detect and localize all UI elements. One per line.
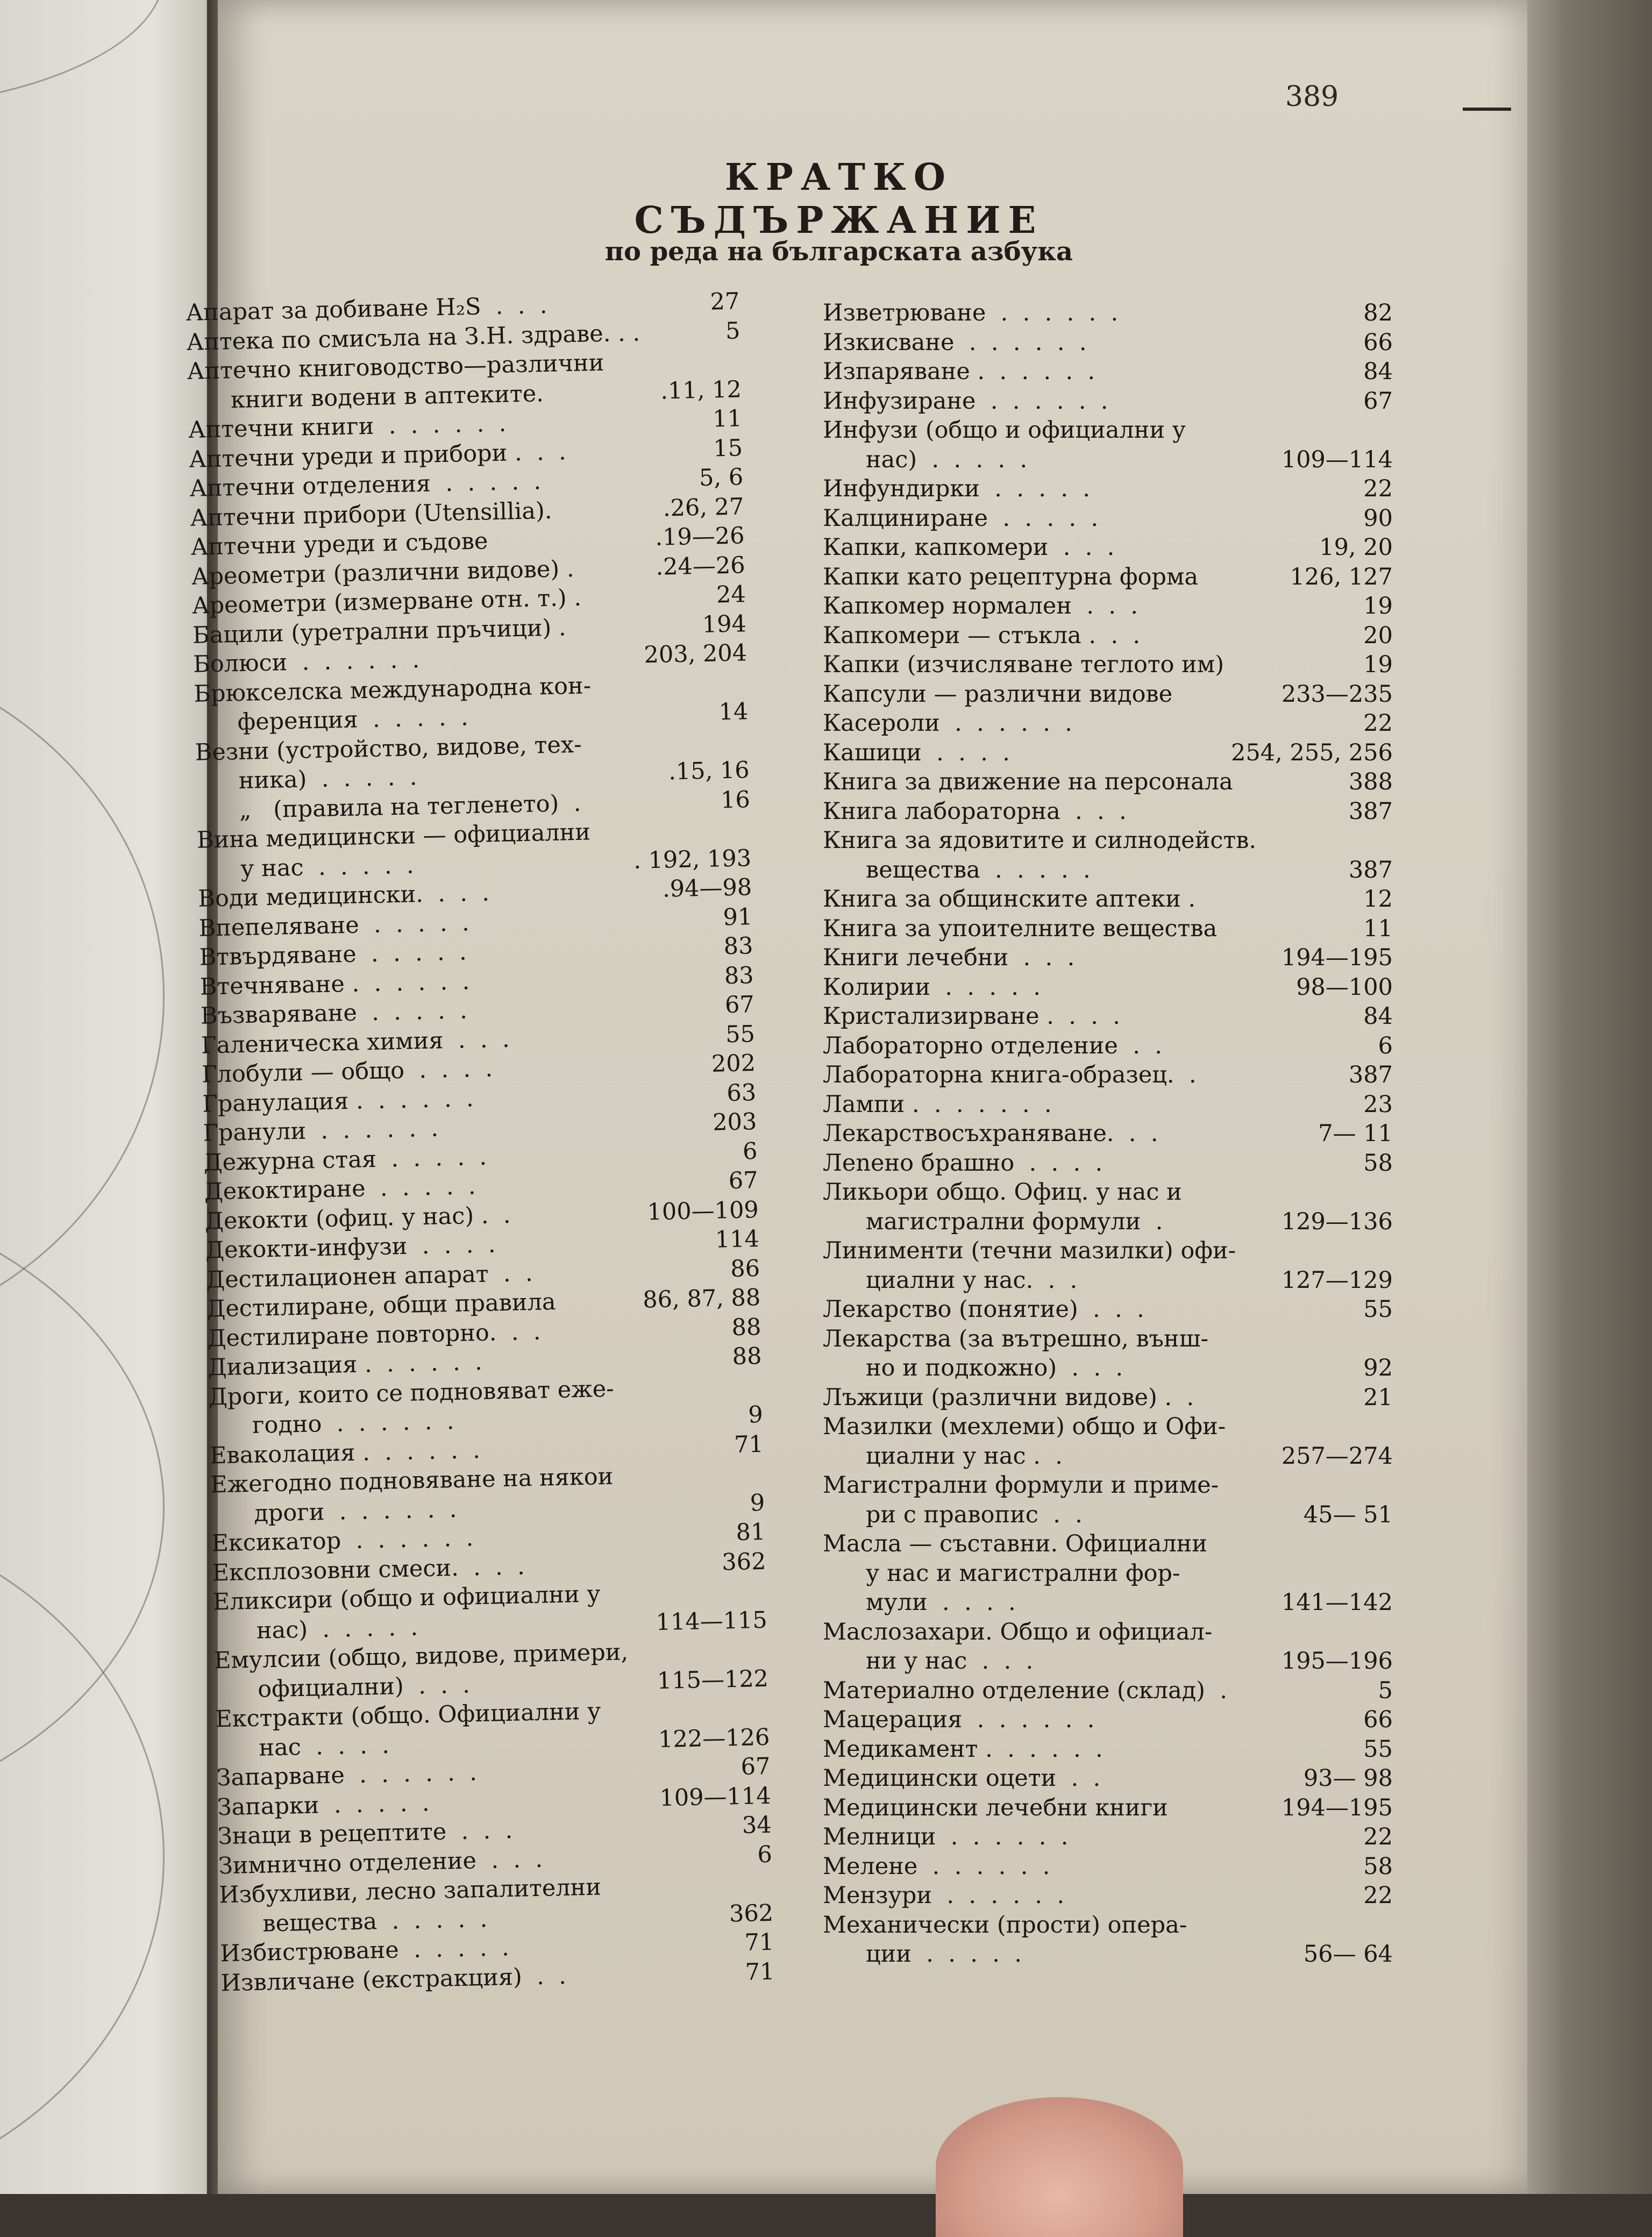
index-entry	[823, 592, 1393, 621]
index-entry-pages: 71	[738, 1957, 775, 1987]
index-entry-text: Капки, капкомери . . .	[823, 533, 1114, 562]
index-entry-pages: 5, 6	[693, 462, 744, 493]
index-entry-text: Линименти (течни мазилки) офи-	[823, 1236, 1236, 1266]
index-entry-pages: 6	[751, 1840, 772, 1869]
index-entry-pages: 203	[706, 1107, 757, 1137]
index-entry-text: Галеническа химия . . .	[201, 1024, 510, 1060]
index-entry-pages: 67	[722, 1166, 758, 1196]
index-entry-text: Еваколация . . . . . .	[210, 1436, 481, 1471]
index-entry	[823, 914, 1393, 944]
index-entry-pages: 98—100	[1290, 973, 1393, 1002]
index-entry-pages: 66	[1357, 1705, 1393, 1735]
index-entry	[823, 416, 1393, 445]
index-entry-text: Колирии . . . . .	[823, 973, 1041, 1002]
index-entry	[823, 885, 1393, 914]
index-entry-text: Експлозовни смеси. . . .	[212, 1552, 525, 1588]
index-entry-pages: 86	[724, 1254, 760, 1284]
index-entry-pages: 257—274	[1275, 1442, 1393, 1471]
index-entry	[823, 1471, 1393, 1500]
index-entry-pages: 115—122	[650, 1664, 768, 1695]
index-entry-text: Лenено брашно . . . .	[823, 1149, 1102, 1178]
index-entry-text: Капкомер нормален . . .	[823, 592, 1138, 621]
index-entry-text: книги водени в аптеките.	[230, 379, 544, 415]
index-entry-pages: 109—114	[1275, 445, 1393, 475]
index-entry-text: ни у нас . . .	[866, 1647, 1033, 1676]
index-entry	[823, 1822, 1393, 1852]
index-entry-pages: 86, 87, 88	[636, 1283, 761, 1315]
index-entry-text: Материално отделение (склад) .	[823, 1676, 1227, 1706]
index-entry-pages: 93— 98	[1297, 1764, 1393, 1793]
index-entry-text: Гранули . . . . . .	[203, 1114, 439, 1149]
index-entry-text: Книга за ядовитите и силнодейств.	[823, 826, 1256, 856]
index-entry	[823, 1442, 1393, 1471]
index-entry-text: Болюси . . . . . .	[193, 645, 420, 679]
index-entry-pages: 88	[725, 1342, 762, 1372]
index-entry-pages: 23	[1357, 1090, 1393, 1120]
index-entry	[823, 767, 1393, 797]
index-entry-text: у нас и магистрални фор-	[866, 1559, 1180, 1588]
index-entry-text: дроги . . . . . .	[254, 1494, 457, 1528]
index-entry-text: Кашици . . . .	[823, 738, 1010, 768]
index-entry-text: Декокти-инфузи . . . .	[205, 1230, 496, 1265]
index-entry-text: Декоктиране . . . . .	[204, 1172, 476, 1207]
index-entry-pages: 194	[695, 609, 746, 639]
left-page	[0, 0, 215, 2194]
index-entry	[823, 1881, 1393, 1911]
index-entry	[823, 1031, 1393, 1061]
index-entry-text: циални у нас. . .	[866, 1266, 1077, 1295]
index-entry	[823, 680, 1393, 709]
index-entry-text: Капки (изчисляване теглото им)	[823, 650, 1224, 680]
index-entry-pages: .11, 12	[654, 375, 742, 406]
index-entry	[823, 504, 1393, 533]
index-entry	[823, 1002, 1393, 1031]
index-entry	[823, 797, 1393, 827]
index-entry-pages: 141—142	[1275, 1588, 1393, 1618]
index-entry-text: Касероли . . . . . .	[823, 709, 1072, 738]
index-entry-text: Избухливи, лесно запалителни	[219, 1872, 602, 1910]
index-entry-pages: 14	[712, 697, 749, 727]
index-entry-text: но и подкожно) . . .	[866, 1353, 1123, 1383]
index-entry-pages: 55	[719, 1020, 756, 1050]
index-entry-pages: 109—114	[653, 1781, 771, 1813]
index-entry-pages: 16	[714, 785, 750, 815]
index-entry-pages: 90	[1357, 504, 1393, 533]
index-entry-text: Запарване . . . . . .	[216, 1758, 477, 1793]
index-entry-pages: .24—26	[649, 551, 745, 582]
index-entry-pages: . 192, 193	[627, 844, 752, 875]
index-entry-text: Дестилиране повторно. . .	[207, 1317, 541, 1353]
index-entry-pages: 81	[729, 1518, 766, 1548]
index-entry-text: Аптечни прибори (Utensillia).	[190, 496, 552, 533]
index-entry-pages: .15, 16	[662, 756, 750, 787]
index-entry-text: циални у нас . .	[866, 1442, 1063, 1471]
index-entry-text: Декокти (офиц. у нас) . .	[204, 1200, 511, 1236]
index-column-left	[186, 287, 775, 1998]
index-entry-text: нас . . . .	[259, 1730, 389, 1763]
index-entry-text: Кристализирване . . . .	[823, 1002, 1120, 1031]
index-entry-text: Инфузи (общо и официални у	[823, 416, 1186, 445]
index-entry-text: Масла — съставни. Официални	[823, 1529, 1207, 1559]
index-entry-text: Ареометри (измерване отн. т.) .	[191, 583, 581, 621]
index-entry	[823, 1295, 1393, 1324]
index-entry-pages: 67	[1357, 387, 1393, 416]
index-entry-pages: 63	[720, 1078, 757, 1108]
index-entry-text: нас) . . . . .	[866, 445, 1027, 475]
index-entry	[823, 621, 1393, 651]
index-entry-pages: 387	[1342, 1060, 1393, 1090]
index-entry-text: Капкомери — стъкла . . .	[823, 621, 1140, 651]
index-entry-text: Книга лабораторна . . .	[823, 797, 1127, 827]
index-entry	[823, 1383, 1393, 1413]
index-entry-text: Капсули — различни видове	[823, 680, 1172, 709]
index-entry-pages: 12	[1357, 885, 1393, 914]
index-entry-text: Ареометри (различни видове) .	[191, 554, 574, 591]
index-entry-text: у нас . . . . .	[240, 851, 414, 884]
index-entry	[823, 1500, 1393, 1530]
index-entry-pages: 67	[718, 990, 754, 1020]
index-entry-text: Медицински лечебни книги	[823, 1793, 1168, 1823]
index-entry-pages: 88	[725, 1313, 761, 1343]
index-entry-pages: 194—195	[1275, 1793, 1393, 1823]
index-entry	[823, 445, 1393, 475]
index-entry-pages: 83	[717, 931, 753, 961]
index-entry-text: Еликсири (общо и официални у	[212, 1579, 601, 1617]
index-entry	[823, 533, 1393, 562]
index-entry-text: Дестилационен апарат . .	[206, 1258, 533, 1294]
index-entry-text: Везни (устройство, видове, тех-	[195, 730, 582, 767]
index-entry-pages: 21	[1357, 1383, 1393, 1413]
index-entry-text: Втвърдяване . . . . .	[199, 937, 467, 972]
index-entry	[823, 738, 1393, 768]
index-entry	[823, 1324, 1393, 1354]
index-entry	[823, 1793, 1393, 1823]
index-entry-pages: 5	[1372, 1676, 1393, 1706]
index-entry-text: Изкисване . . . . . .	[823, 328, 1087, 358]
index-entry-pages: 6	[736, 1137, 758, 1166]
index-entry-pages: 55	[1357, 1295, 1393, 1324]
index-entry-pages: .94—98	[656, 873, 752, 904]
index-entry-text: Апарат за добиване H₂S . . .	[186, 291, 547, 328]
index-entry-pages: 387	[1342, 856, 1393, 885]
index-entry-text: годно . . . . . .	[252, 1407, 454, 1440]
page-curl-line	[0, 645, 165, 1348]
index-entry-text: Глобули — общо . . . .	[202, 1054, 493, 1089]
index-entry-pages: 56— 64	[1297, 1940, 1393, 1969]
index-entry-text: Книги лечебни . . .	[823, 943, 1074, 973]
index-entry-pages: 22	[1357, 1881, 1393, 1911]
index-entry-text: Лекарства (за вътрешно, външ-	[823, 1324, 1208, 1354]
index-entry-pages: 387	[1342, 797, 1393, 827]
index-entry-pages: 58	[1357, 1852, 1393, 1882]
index-entry-text: ференция . . . . .	[237, 703, 468, 737]
index-entry-text: Вина медицински — официални	[197, 817, 591, 855]
index-entry	[823, 1149, 1393, 1178]
index-entry-text: Ексикатор . . . . . .	[211, 1523, 474, 1558]
index-entry-text: Дроги, които се подновяват еже-	[208, 1374, 614, 1412]
index-entry-text: ника) . . . . .	[238, 763, 417, 795]
index-entry-text: Диализация . . . . . .	[208, 1348, 482, 1383]
index-entry-pages: 22	[1357, 709, 1393, 738]
index-entry-pages: 91	[716, 902, 753, 932]
index-entry	[823, 474, 1393, 504]
index-entry-pages: 7— 11	[1312, 1119, 1393, 1149]
index-entry-text: Води медицински. . . .	[198, 878, 490, 914]
index-entry-pages: .19—26	[649, 521, 745, 552]
index-entry	[823, 1559, 1393, 1588]
index-entry-pages: 71	[728, 1429, 764, 1459]
index-entry-pages: 19	[1357, 650, 1393, 680]
index-entry-text: ции . . . . .	[866, 1940, 1022, 1969]
index-entry-pages: 5	[719, 316, 740, 346]
index-entry-pages: 55	[1357, 1735, 1393, 1764]
thumb	[936, 2097, 1183, 2237]
index-entry-text: магистрални формули .	[866, 1207, 1163, 1237]
index-entry-pages: 84	[1357, 357, 1393, 387]
page-edge	[1527, 0, 1652, 2194]
index-entry-pages: 67	[734, 1752, 771, 1782]
index-entry-text: ри с правопис . .	[866, 1500, 1083, 1530]
index-entry-pages: 83	[717, 961, 754, 991]
index-entry	[823, 1412, 1393, 1442]
index-entry-pages: 122—126	[652, 1722, 770, 1754]
index-entry-text: Книга за общинските аптеки .	[823, 885, 1195, 914]
index-entry-text: Мацерация . . . . . .	[823, 1705, 1094, 1735]
page-curl-line	[0, 0, 165, 111]
index-entry-pages: .26, 27	[656, 492, 744, 523]
index-entry-text: Знаци в рецептите . . .	[217, 1816, 512, 1851]
index-entry-text: Лекарство (понятие) . . .	[823, 1295, 1144, 1324]
index-entry	[823, 1676, 1393, 1706]
index-entry-text: Изветрюване . . . . . .	[823, 298, 1118, 328]
index-entry-text: Впепеляване . . . . .	[198, 908, 469, 943]
page-subtitle: по реда на българската азбука	[516, 237, 1162, 267]
index-entry-text: Лабораторна книга-образец. .	[823, 1060, 1197, 1090]
index-entry	[823, 1178, 1393, 1207]
index-entry-text: Извличане (екстракция) . .	[220, 1961, 566, 1998]
index-entry-pages: 19, 20	[1313, 533, 1393, 562]
index-entry	[823, 1588, 1393, 1618]
index-entry-text: Брюкселска международна кон-	[194, 671, 592, 709]
index-entry-text: вещества . . . . .	[262, 1904, 488, 1938]
index-entry-text: Зимнично отделение . . .	[218, 1844, 543, 1880]
index-entry-text: Аптечни книги . . . . . .	[188, 409, 507, 445]
index-entry-text: Изпаряване . . . . . .	[823, 357, 1095, 387]
page-number: 389	[1285, 81, 1338, 113]
index-entry	[823, 856, 1393, 885]
index-entry-pages: 71	[738, 1928, 774, 1958]
index-entry-pages: 114	[708, 1224, 759, 1255]
index-entry	[823, 298, 1393, 328]
index-entry	[823, 1618, 1393, 1647]
index-entry	[823, 709, 1393, 738]
index-entry-pages: 34	[735, 1811, 772, 1841]
index-entry-text: Мелене . . . . . .	[823, 1852, 1050, 1882]
index-entry-text: Медикамент . . . . . .	[823, 1735, 1103, 1764]
index-entry-text: нас) . . . . .	[256, 1613, 418, 1645]
index-entry-text: Механически (прости) опера-	[823, 1911, 1187, 1940]
index-entry-pages: 114—115	[649, 1605, 767, 1637]
index-entry	[823, 1764, 1393, 1793]
index-entry-pages: 9	[743, 1488, 765, 1518]
index-entry-pages: 254, 255, 256	[1224, 738, 1393, 768]
page-mark	[1463, 108, 1511, 111]
index-entry	[823, 1735, 1393, 1764]
index-entry-pages: 127—129	[1275, 1266, 1393, 1295]
page-title: КРАТКО СЪДЪРЖАНИЕ	[516, 156, 1162, 242]
index-entry-pages: 11	[1357, 914, 1393, 944]
index-entry-text: Аптечни отделения . . . . .	[189, 467, 542, 503]
index-entry	[823, 1852, 1393, 1882]
index-entry-text: Бацили (уретрални пръчици) .	[193, 613, 567, 650]
index-entry-text: мули . . . .	[866, 1588, 1016, 1618]
index-entry	[823, 1940, 1393, 1969]
index-entry-pages: 11	[706, 404, 743, 434]
index-entry-text: Възваряване . . . . .	[200, 996, 467, 1031]
index-entry-text: Лъжици (различни видове) . .	[823, 1383, 1194, 1413]
index-entry-pages: 58	[1357, 1149, 1393, 1178]
index-entry	[823, 1236, 1393, 1266]
index-entry-text: Калциниране . . . . .	[823, 504, 1098, 533]
index-entry	[823, 1647, 1393, 1676]
index-entry-pages: 66	[1357, 328, 1393, 358]
index-entry-text: „ (правила на тегленето) .	[239, 788, 581, 825]
index-entry	[823, 826, 1393, 856]
index-entry-text: Аптечно книговодство—различни	[187, 348, 604, 387]
index-entry	[823, 1090, 1393, 1120]
index-entry-text: Дестилиране, общи правила	[206, 1287, 556, 1324]
index-entry-pages: 22	[1357, 1822, 1393, 1852]
index-entry-text: официални) . . .	[258, 1670, 471, 1704]
index-entry-pages: 24	[709, 580, 746, 610]
index-entry-pages: 100—109	[640, 1195, 759, 1227]
index-entry	[823, 1353, 1393, 1383]
index-entry-text: Лабораторно отделение . .	[823, 1031, 1162, 1061]
index-entry-pages: 362	[722, 1898, 773, 1928]
index-entry	[823, 973, 1393, 1002]
index-entry-pages: 126, 127	[1284, 562, 1393, 592]
index-entry-text: Ликьори общо. Офиц. у нас и	[823, 1178, 1182, 1207]
index-entry-pages: 203, 204	[637, 638, 747, 670]
index-entry-text: вещества . . . . .	[866, 856, 1091, 885]
index-entry-pages: 9	[742, 1400, 763, 1430]
index-entry-pages: 129—136	[1275, 1207, 1393, 1237]
index-entry	[823, 1911, 1393, 1940]
index-entry	[823, 1119, 1393, 1149]
index-entry-pages: 194—195	[1275, 943, 1393, 973]
index-entry-text: Аптечни уреди и съдове	[190, 526, 488, 562]
index-entry-text: Книга за движение на персонала	[823, 767, 1233, 797]
index-entry	[823, 1266, 1393, 1295]
index-entry-text: Мензури . . . . . .	[823, 1881, 1064, 1911]
index-entry-text: Магистрални формули и приме-	[823, 1471, 1219, 1500]
index-entry-pages: 15	[707, 433, 743, 464]
index-entry-text: Капки като рецептурна форма	[823, 562, 1198, 592]
index-column-right	[823, 298, 1393, 1969]
index-entry-text: Мазилки (мехлеми) общо и Офи-	[823, 1412, 1226, 1442]
index-entry-pages: 6	[1372, 1031, 1393, 1061]
index-entry	[823, 943, 1393, 973]
index-entry-pages: 20	[1357, 621, 1393, 651]
index-entry-pages: 27	[703, 287, 740, 317]
index-entry-text: Книга за упоителните вещества	[823, 914, 1217, 944]
index-entry-text: Втечняване . . . . . .	[200, 967, 469, 1002]
index-entry-text: Аптека по смисъла на З.Н. здраве. . .	[186, 318, 640, 357]
index-entry	[823, 562, 1393, 592]
index-entry-text: Медицински оцети . .	[823, 1764, 1100, 1793]
index-entry	[823, 1060, 1393, 1090]
index-entry-pages: 202	[704, 1049, 756, 1079]
index-entry-text: Запарки . . . . .	[217, 1789, 430, 1822]
index-entry-text: Инфундирки . . . . .	[823, 474, 1090, 504]
index-entry-text: Гранулация . . . . . .	[202, 1084, 474, 1119]
index-entry-text: Лампи . . . . . . .	[823, 1090, 1052, 1120]
index-entry-pages: 82	[1357, 298, 1393, 328]
index-entry-pages: 388	[1342, 767, 1393, 797]
index-entry-pages: 45— 51	[1297, 1500, 1393, 1530]
index-entry	[823, 328, 1393, 358]
index-entry-pages: 22	[1357, 474, 1393, 504]
index-entry-text: Екстракти (общо. Официални у	[215, 1697, 601, 1734]
index-entry	[823, 357, 1393, 387]
index-entry	[823, 650, 1393, 680]
index-entry	[823, 1207, 1393, 1237]
index-entry-pages: 19	[1357, 592, 1393, 621]
index-entry-text: Дежурна стая . . . . .	[203, 1142, 487, 1178]
index-entry	[823, 1529, 1393, 1559]
index-entry-text: Маслозахари. Общо и официал-	[823, 1618, 1212, 1647]
index-entry	[823, 1705, 1393, 1735]
index-entry-text: Лекарствосъхраняване. . .	[823, 1119, 1158, 1149]
index-entry-text: Инфузиране . . . . . .	[823, 387, 1108, 416]
index-entry-text: Мелници . . . . . .	[823, 1822, 1068, 1852]
index-entry-text: Избистрюване . . . . .	[220, 1933, 509, 1969]
index-entry-text: Емулсии (общо, видове, примери,	[214, 1637, 629, 1676]
index-entry-pages: 233—235	[1275, 680, 1393, 709]
index-entry-text: Аптечни уреди и прибори . . .	[189, 437, 566, 474]
index-entry-pages: 362	[715, 1547, 766, 1577]
index-entry	[823, 387, 1393, 416]
index-entry-pages: 92	[1357, 1353, 1393, 1383]
index-entry-pages: 84	[1357, 1002, 1393, 1031]
index-entry-text: Ежегодно подновяване на някои	[210, 1462, 614, 1500]
index-entry-pages: 195—196	[1275, 1647, 1393, 1676]
